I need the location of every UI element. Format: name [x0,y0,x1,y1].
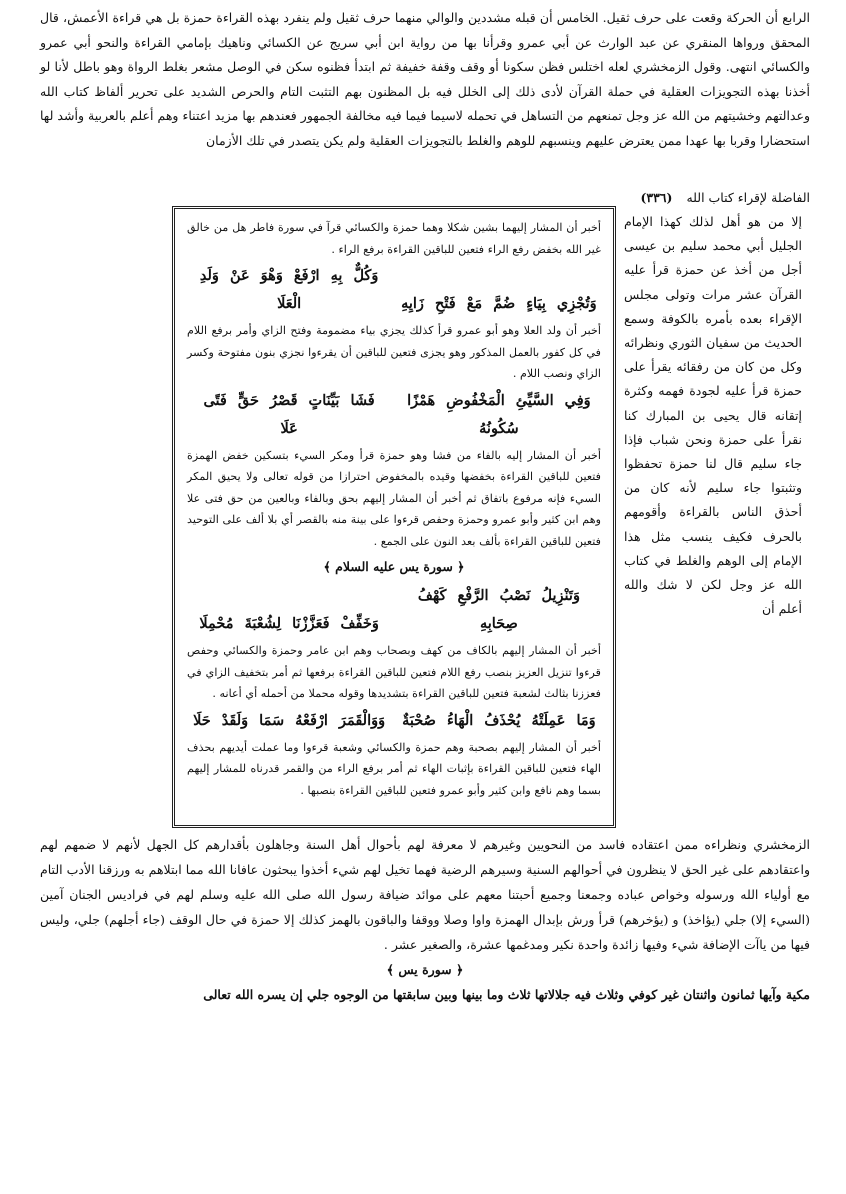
frame-paragraph-3: أخبر أن المشار إليه بالفاء من فشا وهو حمزة قرأ ومكر السيء بتسكين خفض الهمزة فتعين للباقين القراءة بخفضها وقيده بالمخفوض احترازا من قوله تعالى ولا يحيق المكر السيء فإنه مرفوع باتفاق ثم أخبر أن المشار إليهم بحق وبالفاء وبالعين من حق فتى علا وهم ابن كثير وأبو عمرو وحمزة وحفص قرءوا على بينة منه بالقصر أي بلا ألف على التوحيد فتعين للباقين القراءة بألف بعد النون على الجمع . [187,448,601,548]
verse-2-second-hemistich: فَشَا بَيِّنَاتٍ قَصْرُ حَقٍّ فَتًى عَلَا [203,391,375,437]
verse-3-second-hemistich: وَخَفِّفْ فَعَزَّزْنَا لِشُعْبَةَ مُحْمِلَا [199,615,379,632]
poem-commentary-frame [172,206,616,828]
side-commentary-column [624,210,802,830]
frame-paragraph-4: أخبر أن المشار إليهم بالكاف من كهف وبصحاب وهم ابن عامر وحمزة والكسائي وحفص قرءوا تنزيل العزيز بنصب رفع اللام فتعين للباقين القراءة برفعها ثم أمر بتخفيف الزاي في فعززنا بثالث لشعبة فتعين للباقين القراءة بتشديدها وقوله محملا من أحمله أي أعانه . [187,644,601,700]
verse-4-first-hemistich: وَمَا عَمِلَتْهُ يُحْذَفُ الْهَاءُ صُحْبَةٌ [402,711,596,729]
bottom-commentary-block [40,832,810,1007]
verse-1-second-hemistich: وَكُلٌّ بِهِ ارْفَعْ وَهْوَ عَنْ وَلَدِ الْعَلَا [199,267,379,312]
verse-line-2 [187,387,601,443]
frame-paragraph-2: أخبر أن ولد العلا وهو أبو عمرو قرأ كذلك يجزي بياء مضمومة وفتح الزاي وأمر برفع اللام في كل كفور بالعمل المذكور وهو يجزى فتعين للباقين أن يقرءوا نجزي بنون مفتوحة وكسر الزاي ونصب اللام . [187,324,601,380]
surah-heading-bottom: ﴿ سورة يس ﴾ [386,962,464,977]
top-commentary-paragraph: الرابع أن الحركة وقعت على حرف ثقيل. الخامس أن قبله مشددين والوالي منهما حرف ثقيل ولم ينفرد بهذه القراءة حمزة بل هي قراءة الأعمش، قال المحقق ورواها المنقري عن عبد الوارث عن أبي عمرو وقرأنا بها من رواية ابن أبي سريج عن الكسائي وناهيك بإمامي القراءة والنحو أبي عمرو والكسائي انتهى. وقول الزمخشري لعله اختلس فظن سكونا أو وقف وقفة خفيفة ثم ابتدأ فظنوه سكن في الوصل مشعر بغلط الرواة وهو باطل لأنا لو أخذنا بهذه التجويزات العقلية في حملة القرآن لأدى ذلك إلى الخلل فيه بل المظنون بهم التثبت التام والحرص الشديد على تحرير ألفاظ كتاب الله وعدالتهم وخشيتهم من الله عز وجل تمنعهم من التساهل في تحمله لاسيما فيما فيه مخالفة الجمهور فعندهم بها مزيد اعتناء وهم أعلم بالعربية وأشد لها استحضارا وقربا بها عهدا ممن يعترض عليهم وينسبهم للوهم والغلط بالتجويزات العقلية ولم يكن يتصدر في تلك الأزمان [40,10,810,148]
verse-1-first-hemistich: وَتُجْزِي بِيَاءٍ ضُمَّ مَعْ فَتْحِ زَايِهِ [401,295,597,312]
top-commentary-block [40,6,810,153]
surah-heading-in-frame: ﴿ سورة يس عليه السلام ﴾ [323,559,465,574]
verse-line-3 [187,582,601,638]
surah-intro-line: مكية وآيها ثمانون واثنتان غير كوفي وثلاث فيه جلالاتها ثلاث وما بينها وبين سابقتها من الوجوه جلي إن يسره الله تعالى [203,987,810,1002]
side-commentary-text: إلا من هو أهل لذلك كهذا الإمام الجليل أبي محمد سليم بن عيسى أجل من أخذ عن حمزة قرأ عليه القرآن عشر مرات وتولى مجلس الإقراء بعده بأمره بالكوفة وسمع الحديث من سفيان الثوري ونظرائه وكل من كان من رفقائه يقرأ على حمزة قرأ عليه لجودة فهمه وكثرة إتقانه قال يحيى بن المبارك كنا نقرأ على حمزة ونحن شباب فإذا جاء سليم قال لنا حمزة تحفظوا وتثبتوا جاء سليم لأنه كان من أحذق الناس بالقراءة وأقومهم بالحرف فكيف ينسب مثل هذا الإمام إلى الوهم والغلط في كتاب الله عز وجل لكن لا شك والله أعلم أن [624,214,802,617]
bottom-commentary-paragraph: الزمخشري ونظراءه ممن اعتقاده فاسد من النحويين وغيرهم لا معرفة لهم بأحوال أهل السنة وجاهلون بأقدارهم كل الجهل لأنهم لا ضمهم لهم واعتقادهم على غير الحق لا ينظرون في أحوالهم السنية وسيرهم الرضية فهما تخيل لهم شيء أخذوا يبحثون عافانا الله مما ابتلاهم به ورزقنا الأدب التام مع أولياء الله ورسوله وخواص عباده وجمعنا وجميع أحبتنا معهم على موائد ضيافة رسول الله صلى الله عليه وسلم لهم في فراديس الجنان آمين (السيء إلا) جلي (يؤاخذ) و (يؤخرهم) قرأ ورش بإبدال الهمزة واوا وصلا ووقفا والباقون بالهمز كذلك إلا حمزة في حال الوقف (جاء أجلهم) جلي، وليس فيها من ياآت الإضافة شيء وفيها زائدة واحدة نكير ومدغمها عشرة، والصغير عشر . [40,837,810,952]
verse-3-first-hemistich: وَتَنْزِيلُ نَصْبُ الرَّفْعِ كَهْفُ صِحَابِهِ [417,587,580,632]
page-number: (٣٣٦) [640,190,673,205]
verse-line-1 [187,262,601,318]
verse-4-second-hemistich: وَوَالْقَمَرَ ارْفَعْهُ سَمَا وَلَقَدْ حَلَا [193,711,386,729]
folio-lead-text: الفاضلة لإقراء كتاب الله [686,190,810,205]
verse-2-first-hemistich: وَفِي السَّيِّئِ الْمَخْفُوضِ هَمْزًا سُكُونُهُ [407,391,591,437]
verse-line-4 [187,707,601,735]
frame-paragraph-1: أخبر أن المشار إليهما بشين شكلا وهما حمزة والكسائي قرآ في سورة فاطر هل من خالق غير الله بخفض رفع الراء فتعين للباقين القراءة برفع الراء . [187,221,601,256]
frame-paragraph-5: أخبر أن المشار إليهم بصحبة وهم حمزة والكسائي وشعبة قرءوا وما عملت أيديهم بحذف الهاء فتعين للباقين القراءة بإثبات الهاء ثم أمر برفع الراء من والقمر قدرناه للمشار إليهم بسما وهم نافع وابن كثير وأبو عمرو فتعين للباقين القراءة بنصبها . [187,740,601,797]
